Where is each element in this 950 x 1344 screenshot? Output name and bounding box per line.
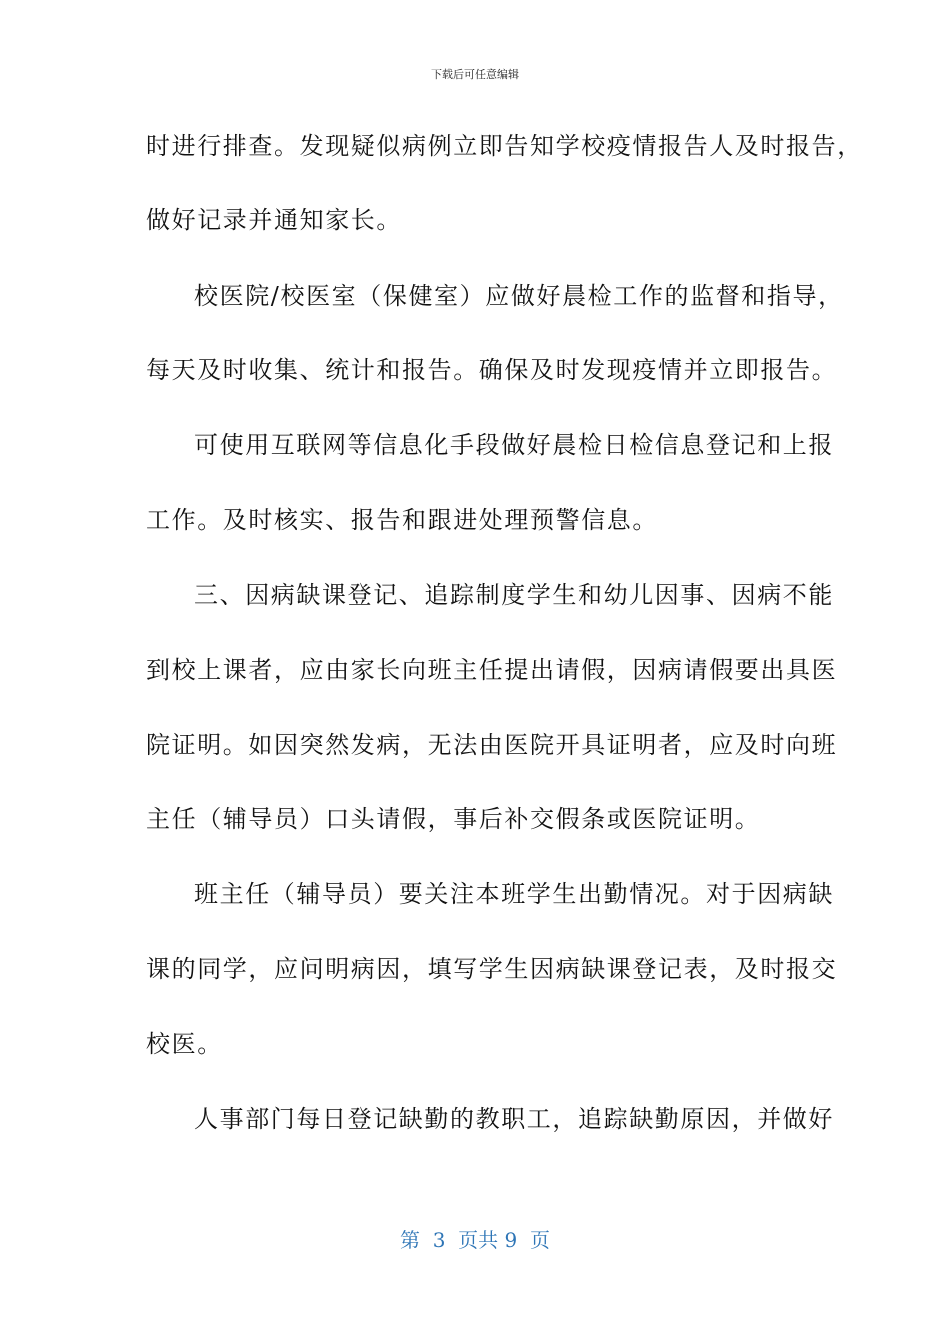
text-line: 主任（辅导员）口头请假，事后补交假条或医院证明。 bbox=[146, 805, 761, 833]
text-line: 工作。及时核实、报告和跟进处理预警信息。 bbox=[146, 506, 658, 534]
text-line: 到校上课者，应由家长向班主任提出请假，因病请假要出具医 bbox=[146, 656, 838, 684]
paragraph-start-line: 人事部门每日登记缺勤的教职工，追踪缺勤原因，并做好 bbox=[194, 1105, 834, 1133]
text-line: 做好记录并通知家长。 bbox=[146, 206, 402, 234]
text-line: 时进行排查。发现疑似病例立即告知学校疫情报告人及时报告， bbox=[146, 132, 863, 160]
page-header-note: 下载后可任意编辑 bbox=[431, 68, 519, 81]
paragraph-start-line: 三、因病缺课登记、追踪制度学生和幼儿因事、因病不能 bbox=[194, 581, 834, 609]
text-line: 课的同学，应问明病因，填写学生因病缺课登记表，及时报交 bbox=[146, 955, 838, 983]
text-line: 校医。 bbox=[146, 1030, 223, 1058]
paragraph-start-line: 校医院/校医室（保健室）应做好晨检工作的监督和指导， bbox=[194, 282, 844, 310]
paragraph-start-line: 班主任（辅导员）要关注本班学生出勤情况。对于因病缺 bbox=[194, 880, 834, 908]
page-number-footer: 第 3 页共 9 页 bbox=[400, 1228, 550, 1252]
text-line: 院证明。如因突然发病，无法由医院开具证明者，应及时向班 bbox=[146, 731, 838, 759]
paragraph-start-line: 可使用互联网等信息化手段做好晨检日检信息登记和上报 bbox=[194, 431, 834, 459]
text-line: 每天及时收集、统计和报告。确保及时发现疫情并立即报告。 bbox=[146, 356, 838, 384]
